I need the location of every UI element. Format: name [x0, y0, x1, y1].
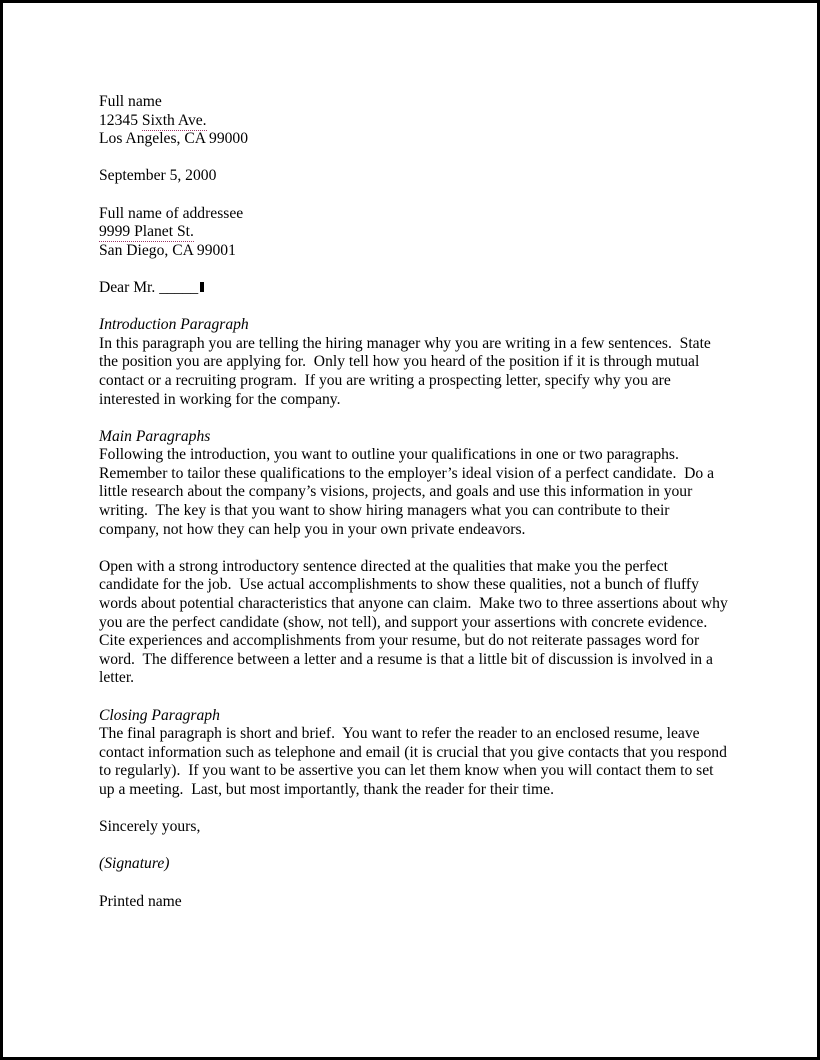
introduction-paragraph: In this paragraph you are telling the hiring manager why you are writing in a few sentences. State the position you are applying for. Only tell how you heard of the position if it is through mutual contact or a recruiting program. If you are writing a prospecting letter, specify why you are interested in working for the company. [99, 334, 715, 408]
signature-line [99, 855, 729, 874]
salutation-blank: _____ [159, 278, 199, 296]
main-paragraph-1: Following the introduction, you want to outline your qualifications in one or two paragraphs. Remember to tailor these qualifications to the employer’s ideal vision of a perfect candidate. Do a little research about the company’s visions, projects, and goals and use this information in your writing. The key is that you want to show hiring managers what you can contribute to their company, not how they can help you in your own private endeavors. [99, 446, 718, 538]
introduction-heading: Introduction Paragraph [99, 316, 249, 334]
closing-paragraph: The final paragraph is short and brief. You want to refer the reader to an enclosed resume, leave contact information such as telephone and email (it is crucial that you give contacts that you respond to regularly). If you want to be assertive you can let them know when you will contact them to set up a meeting. Last, but most importantly, thank the reader for their time. [99, 725, 731, 798]
formatting-mark [200, 282, 204, 292]
salutation-line [99, 279, 729, 298]
closing-section [99, 707, 729, 800]
printed-name: Printed name [99, 892, 182, 910]
printed-name-line [99, 893, 729, 912]
main-heading: Main Paragraphs [99, 427, 211, 445]
valediction-line [99, 818, 729, 837]
sender-street [99, 112, 729, 131]
sender-street-number: 12345 [99, 111, 142, 129]
date-text: September 5, 2000 [99, 167, 217, 185]
sender-city: Los Angeles, CA 99000 [99, 130, 249, 148]
salutation [99, 279, 729, 298]
sender-address-block [99, 93, 729, 149]
recipient-name: Full name of addressee [99, 204, 244, 222]
closing-heading: Closing Paragraph [99, 706, 220, 724]
main-section [99, 428, 729, 540]
recipient-street-spellcheck: 9999 Planet St. [99, 223, 194, 241]
sender-street-name-spellcheck: Sixth Ave. [141, 111, 207, 129]
valediction: Sincerely yours, [99, 818, 201, 836]
recipient-street [99, 223, 729, 242]
signature-placeholder: (Signature) [99, 855, 170, 873]
main-section-continued [99, 557, 732, 688]
date-line [99, 167, 729, 186]
main-paragraph-2: Open with a strong introductory sentence directed at the qualities that make you the perfect candidate for the job. Use actual accomplishments to show these qualities, not a bunch of fluffy words about potential characteristics that anyone can claim. Make two to three assertions about why you are the perfect candidate (show, not tell), and support your assertions with concrete evidence. Cite experiences and accomplishments from your resume, but do not reiterate passages word for word. The difference between a letter and a resume is that a little bit of discussion is involved in a letter. [99, 557, 732, 687]
salutation-text: Dear Mr. [99, 278, 160, 296]
letter-content [99, 93, 732, 911]
introduction-section [99, 316, 729, 409]
sender-name: Full name [99, 93, 162, 110]
recipient-city: San Diego, CA 99001 [99, 241, 236, 259]
recipient-address-block [99, 205, 729, 261]
